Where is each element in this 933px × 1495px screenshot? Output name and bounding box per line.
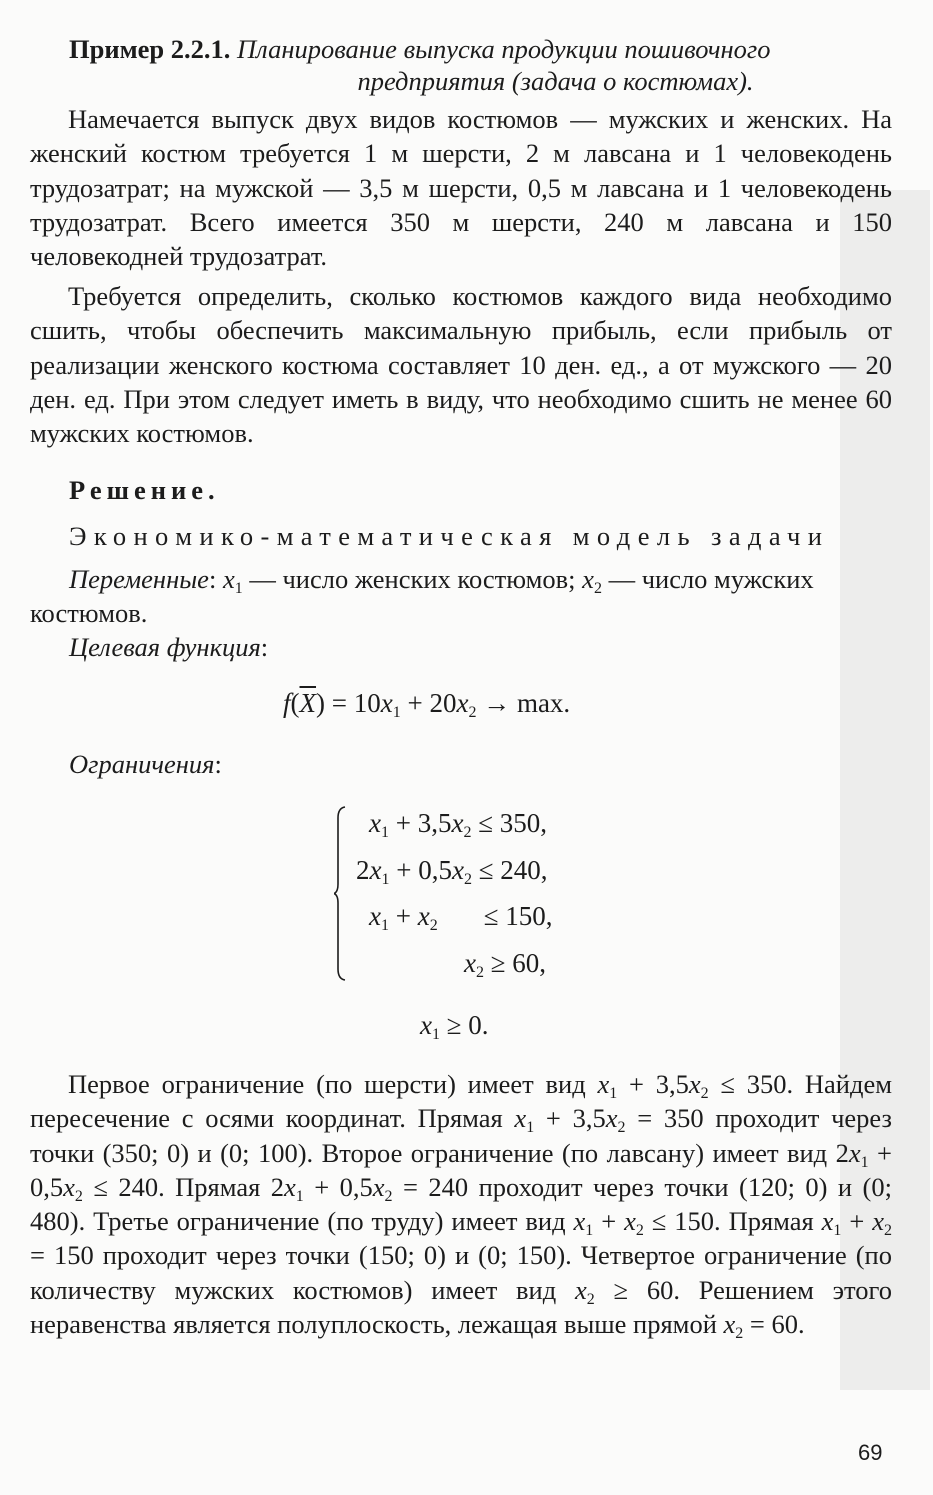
paragraph-constraints-analysis: Первое ограничение (по шерсти) имеет вид $x_1 + 3,5x_2 \le 350$. Найдем пересечение с осями координат. Прямая $x_1 + 3,5x_2 = 350$ проходит через точки (350; 0) и (0; 100). Второе ограничение (по лавсану) имеет вид $2x_1 + 0,5x_2 \le 240$. Прямая $2x_1 + 0,5x_2 = 240$ проходит через точки (120; 0) и (0; 480). Третье ограничение (по труду) имеет вид $x_1 + x_2 \le 150$. Прямая $x_1 + x_2 = 150$ проходит через точки (150; 0) и (0; 150). Четвертое ограничение (по количеству мужских костюмов) имеет вид $x_2 \ge 60$. Решением этого неравенства является полуплоскость, лежащая выше прямой $x_2 = 60$. xyxy=(30,1069,893,1343)
constraint-lavsan: $2x_1 + 0,5x_2 \le 240$, xyxy=(356,855,548,888)
constraint-men-suits: $x_2 \ge 60$, xyxy=(464,948,547,981)
constraint-wool: $x_1 + 3,5x_2 \le 350$, xyxy=(369,808,548,841)
variables-line: Переменные: $x_1$ — число женских костюмов; $x_2$ — число мужских xyxy=(69,564,814,597)
constraints-label-line: Ограничения: xyxy=(69,749,222,779)
variables-continuation: костюмов. xyxy=(30,598,148,628)
paragraph-requirement: Требуется определить, сколько костюмов каждого вида необходимо сшить, чтобы обеспечить максимальную прибыль, если прибыль от реализации женского костюма составляет 10 ден. ед., а от мужского — 20 ден. ед. При этом следует иметь в виду, что необходимо сшить не менее 60 мужских костюмов. xyxy=(30,281,892,449)
objective-label: Целевая функция xyxy=(69,632,261,662)
example-heading xyxy=(69,33,892,97)
constraint-nonnegative: $x_1 \ge 0$. xyxy=(420,1010,489,1043)
model-heading: Экономико-математическая модель задачи xyxy=(69,521,830,551)
objective-label-line: Целевая функция: xyxy=(69,632,269,662)
variables-label: Переменные xyxy=(69,564,209,594)
system-brace xyxy=(334,806,346,981)
example-number: Пример 2.2.1. xyxy=(69,34,231,64)
example-title: Планирование выпуска продукции пошивочного xyxy=(237,34,771,64)
constraint-labor: $x_1 + x_2 \le 150$, xyxy=(369,901,553,934)
solution-heading: Решение. xyxy=(69,475,220,505)
objective-function: $f(\overline{X}) = 10x_1 + 20x_2 \to \max$. xyxy=(283,688,571,721)
paragraph-problem: Намечается выпуск двух видов костюмов — мужских и женских. На женский костюм требуется 1 м шерсти, 2 м лавсана и 1 человекодень трудозатрат; на мужской — 3,5 м шерсти, 0,5 м лавсана и 1 человекодень трудозатрат. Всего имеется 350 м шерсти, 240 м лавсана и 150 человекодней трудозатрат. xyxy=(30,104,892,272)
page-number: 69 xyxy=(858,1440,883,1465)
example-title-line2: предприятия (задача о костюмах). xyxy=(357,66,754,96)
constraints-label: Ограничения xyxy=(69,749,215,779)
